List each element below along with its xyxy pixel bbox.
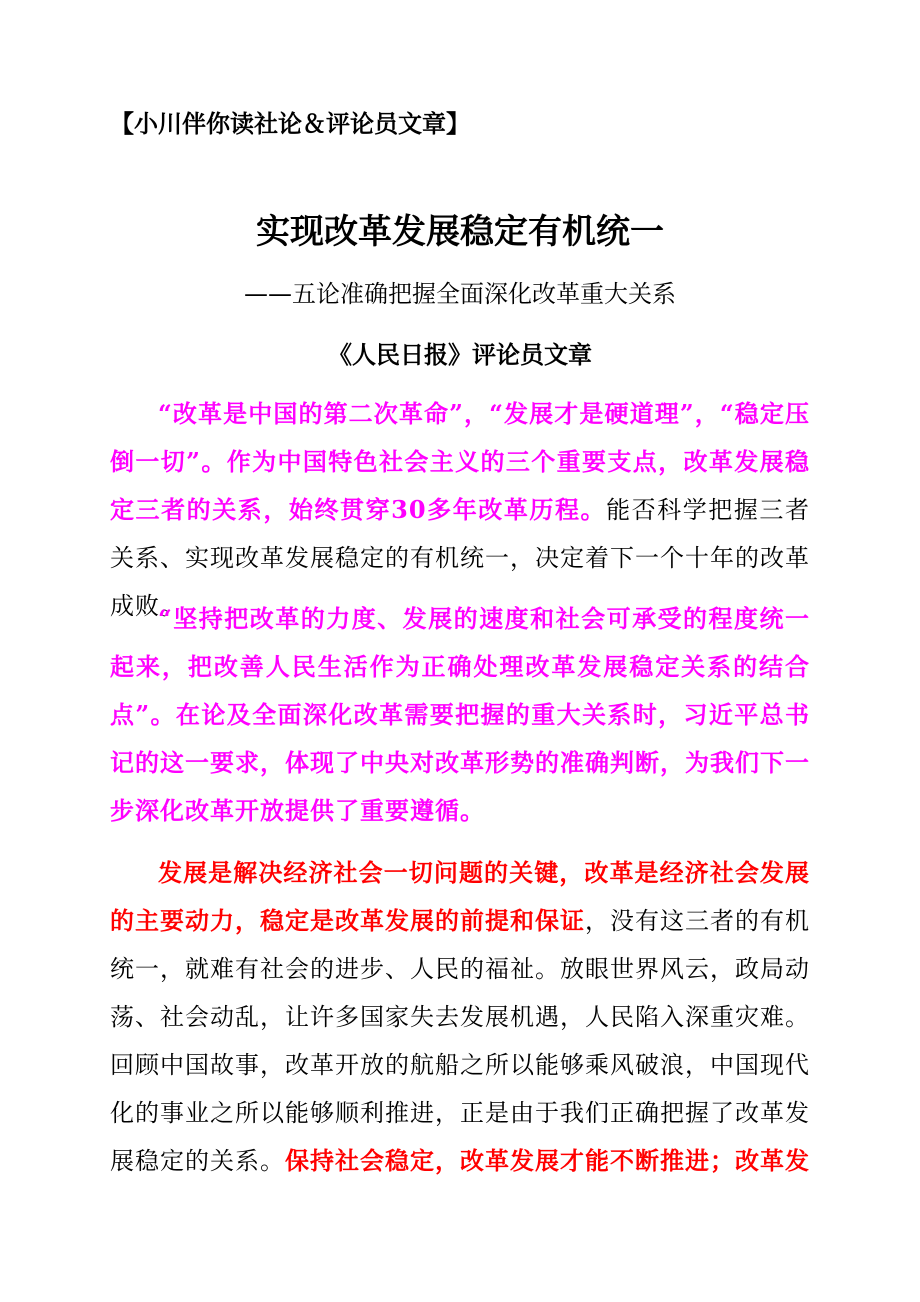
paragraph-3-highlight-2: 保持社会稳定，改革发展才能不断推进；改革发 xyxy=(285,1146,810,1175)
article-subtitle: ——五论准确把握全面深化改革重大关系 xyxy=(244,280,676,308)
paragraph-3-highlight: 发展是解决经济社会一切问题的关键，改革是经济社会发展的主要动力，稳定是改革发展的前提和保证 xyxy=(110,858,810,935)
paragraph-3 xyxy=(110,849,810,1185)
article-title: 实现改革发展稳定有机统一 xyxy=(256,212,664,252)
paragraph-1 xyxy=(110,390,810,630)
article-byline: 《人民日报》评论员文章 xyxy=(328,341,592,369)
paragraph-2 xyxy=(110,595,810,835)
paragraph-2-highlight: “坚持把改革的力度、发展的速度和社会可承受的程度统一起来，把改善人民生活作为正确处理改革发展稳定关系的结合点”。在论及全面深化改革需要把握的重大关系时，习近平总书记的这一要求，体现了中央对改革形势的准确判断，为我们下一步深化改革开放提供了重要遵循。 xyxy=(110,604,810,825)
paragraph-1-highlight: “改革是中国的第二次革命”，“发展才是硬道理”，“稳定压倒一切”。作为中国特色社会主义的三个重要支点，改革发展稳定三者的关系，始终贯穿30多年改革历程。 xyxy=(110,399,810,524)
paragraph-3-text: ，没有这三者的有机统一，就难有社会的进步、人民的福祉。放眼世界风云，政局动荡、社会动乱，让许多国家失去发展机遇，人民陷入深重灾难。回顾中国故事，改革开放的航船之所以能够乘风破浪，中国现代化的事业之所以能够顺利推进，正是由于我们正确把握了改革发展稳定的关系。 xyxy=(110,907,810,1175)
paragraph-1-text: 能否科学把握三者关系、实现改革发展稳定的有机统一，决定着下一个十年的改革成败。 xyxy=(110,496,810,620)
series-tag: 【小川伴你读社论＆评论员文章】 xyxy=(110,110,470,138)
